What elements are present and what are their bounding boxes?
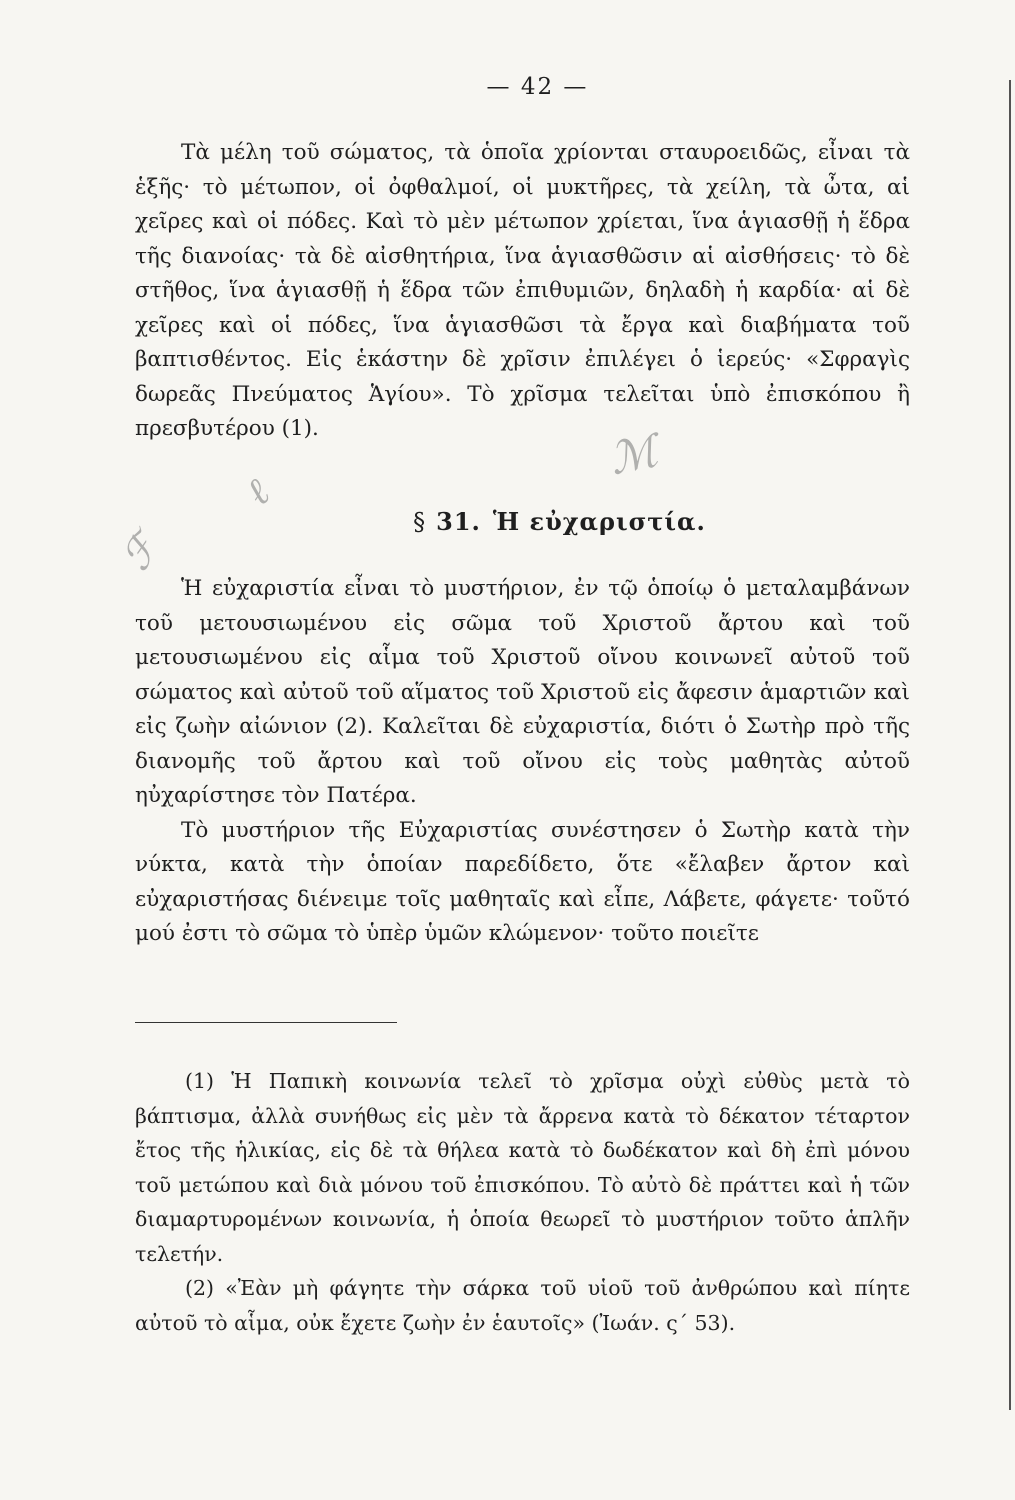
section-sign: §	[413, 508, 427, 536]
page-number: — 42 —	[486, 74, 589, 100]
footnote: (1) Ἡ Παπικὴ κοινωνία τελεῖ τὸ χρῖσμα οὐχὶ εὐθὺς μετὰ τὸ βάπτισμα, ἀλλὰ συνήθως εἰς μὲν τὰ ἄρρενα κατὰ τὸ δέκατον τέταρτον ἔτος τῆς ἡλικίας, εἰς δὲ τὰ θήλεα κατὰ τὸ δωδέκατον καὶ δὴ ἐπὶ μόνου τοῦ μετώπου καὶ διὰ μόνου τοῦ ἐπισκόπου. Τὸ αὐτὸ δὲ πράττει καὶ ἡ τῶν διαμαρτυρομένων κοινωνία, ἡ ὁποία θεωρεῖ τὸ μυστήριον τοῦτο ἁπλῆν τελετήν.	[135, 1069, 910, 1266]
paragraph: Τὰ μέλη τοῦ σώματος, τὰ ὁποῖα χρίονται σταυροειδῶς, εἶναι τὰ ἑξῆς· τὸ μέτωπον, οἱ ὀφθαλμοί, οἱ μυκτῆρες, τὰ χείλη, τὰ ὦτα, αἱ χεῖρες καὶ οἱ πόδες. Καὶ τὸ μὲν μέτωπον χρίεται, ἵνα ἁγιασθῇ ἡ ἕδρα τῆς διανοίας· τὰ δὲ αἰσθητήρια, ἵνα ἁγιασθῶσιν αἱ αἰσθήσεις· τὸ δὲ στῆθος, ἵνα ἁγιασθῇ ἡ ἕδρα τῶν ἐπιθυμιῶν, δηλαδὴ ἡ καρδία· αἱ δὲ χεῖρες καὶ οἱ πόδες, ἵνα ἁγιασθῶσι τὰ ἔργα καὶ διαβήματα τοῦ βαπτισθέντος. Εἰς ἑκάστην δὲ χρῖσιν ἐπιλέγει ὁ ἱερεύς· «Σφραγὶς δωρεᾶς Πνεύματος Ἁγίου». Τὸ χρῖσμα τελεῖται ὑπὸ ἐπισκόπου ἢ πρεσβυτέρου (1).	[135, 140, 910, 441]
body-text-main	[135, 572, 910, 952]
page-edge-shadow	[1009, 80, 1011, 1410]
handwritten-annotation-mark: ℱ	[112, 526, 169, 580]
section-number: 31.	[436, 507, 481, 536]
handwritten-annotation-mark: ℳ	[605, 425, 662, 486]
footnote: (2) «Ἐὰν μὴ φάγητε τὴν σάρκα τοῦ υἱοῦ τοῦ ἀνθρώπου καὶ πίητε αὐτοῦ τὸ αἷμα, οὐκ ἔχετε ζωὴν ἐν ἑαυτοῖς» (Ἰωάν. ς´ 53).	[135, 1276, 910, 1335]
section-heading	[52, 507, 1015, 536]
footnotes	[135, 1064, 910, 1340]
footnote-divider	[135, 1022, 397, 1023]
paragraph: Τὸ μυστήριον τῆς Εὐχαριστίας συνέστησεν ὁ Σωτὴρ κατὰ τὴν νύκτα, κατὰ τὴν ὁποίαν παρεδίδετο, ὅτε «ἔλαβεν ἄρτον καὶ εὐχαριστήσας διένειμε τοῖς μαθηταῖς καὶ εἶπε, Λάβετε, φάγετε· τοῦτό μού ἐστι τὸ σῶμα τὸ ὑπὲρ ὑμῶν κλώμενον· τοῦτο ποιεῖτε	[135, 817, 910, 946]
paragraph: Ἡ εὐχαριστία εἶναι τὸ μυστήριον, ἐν τῷ ὁποίῳ ὁ μεταλαμβάνων τοῦ μετουσιωμένου εἰς σῶμα τοῦ Χριστοῦ ἄρτου καὶ τοῦ μετουσιωμένου εἰς αἷμα τοῦ Χριστοῦ οἴνου κοινωνεῖ αὐτοῦ τοῦ σώματος καὶ αὐτοῦ τοῦ αἵματος τοῦ Χριστοῦ εἰς ἄφεσιν ἁμαρτιῶν καὶ εἰς ζωὴν αἰώνιον (2). Καλεῖται δὲ εὐχαριστία, διότι ὁ Σωτὴρ πρὸ τῆς διανομῆς τοῦ ἄρτου καὶ τοῦ οἴνου εἰς τοὺς μαθητὰς αὐτοῦ ηὐχαρίστησε τὸν Πατέρα.	[135, 576, 910, 808]
section-title: Ἡ εὐχαριστία.	[492, 507, 706, 536]
handwritten-annotation-mark: ℓ	[237, 470, 278, 515]
body-text-top	[135, 136, 910, 447]
